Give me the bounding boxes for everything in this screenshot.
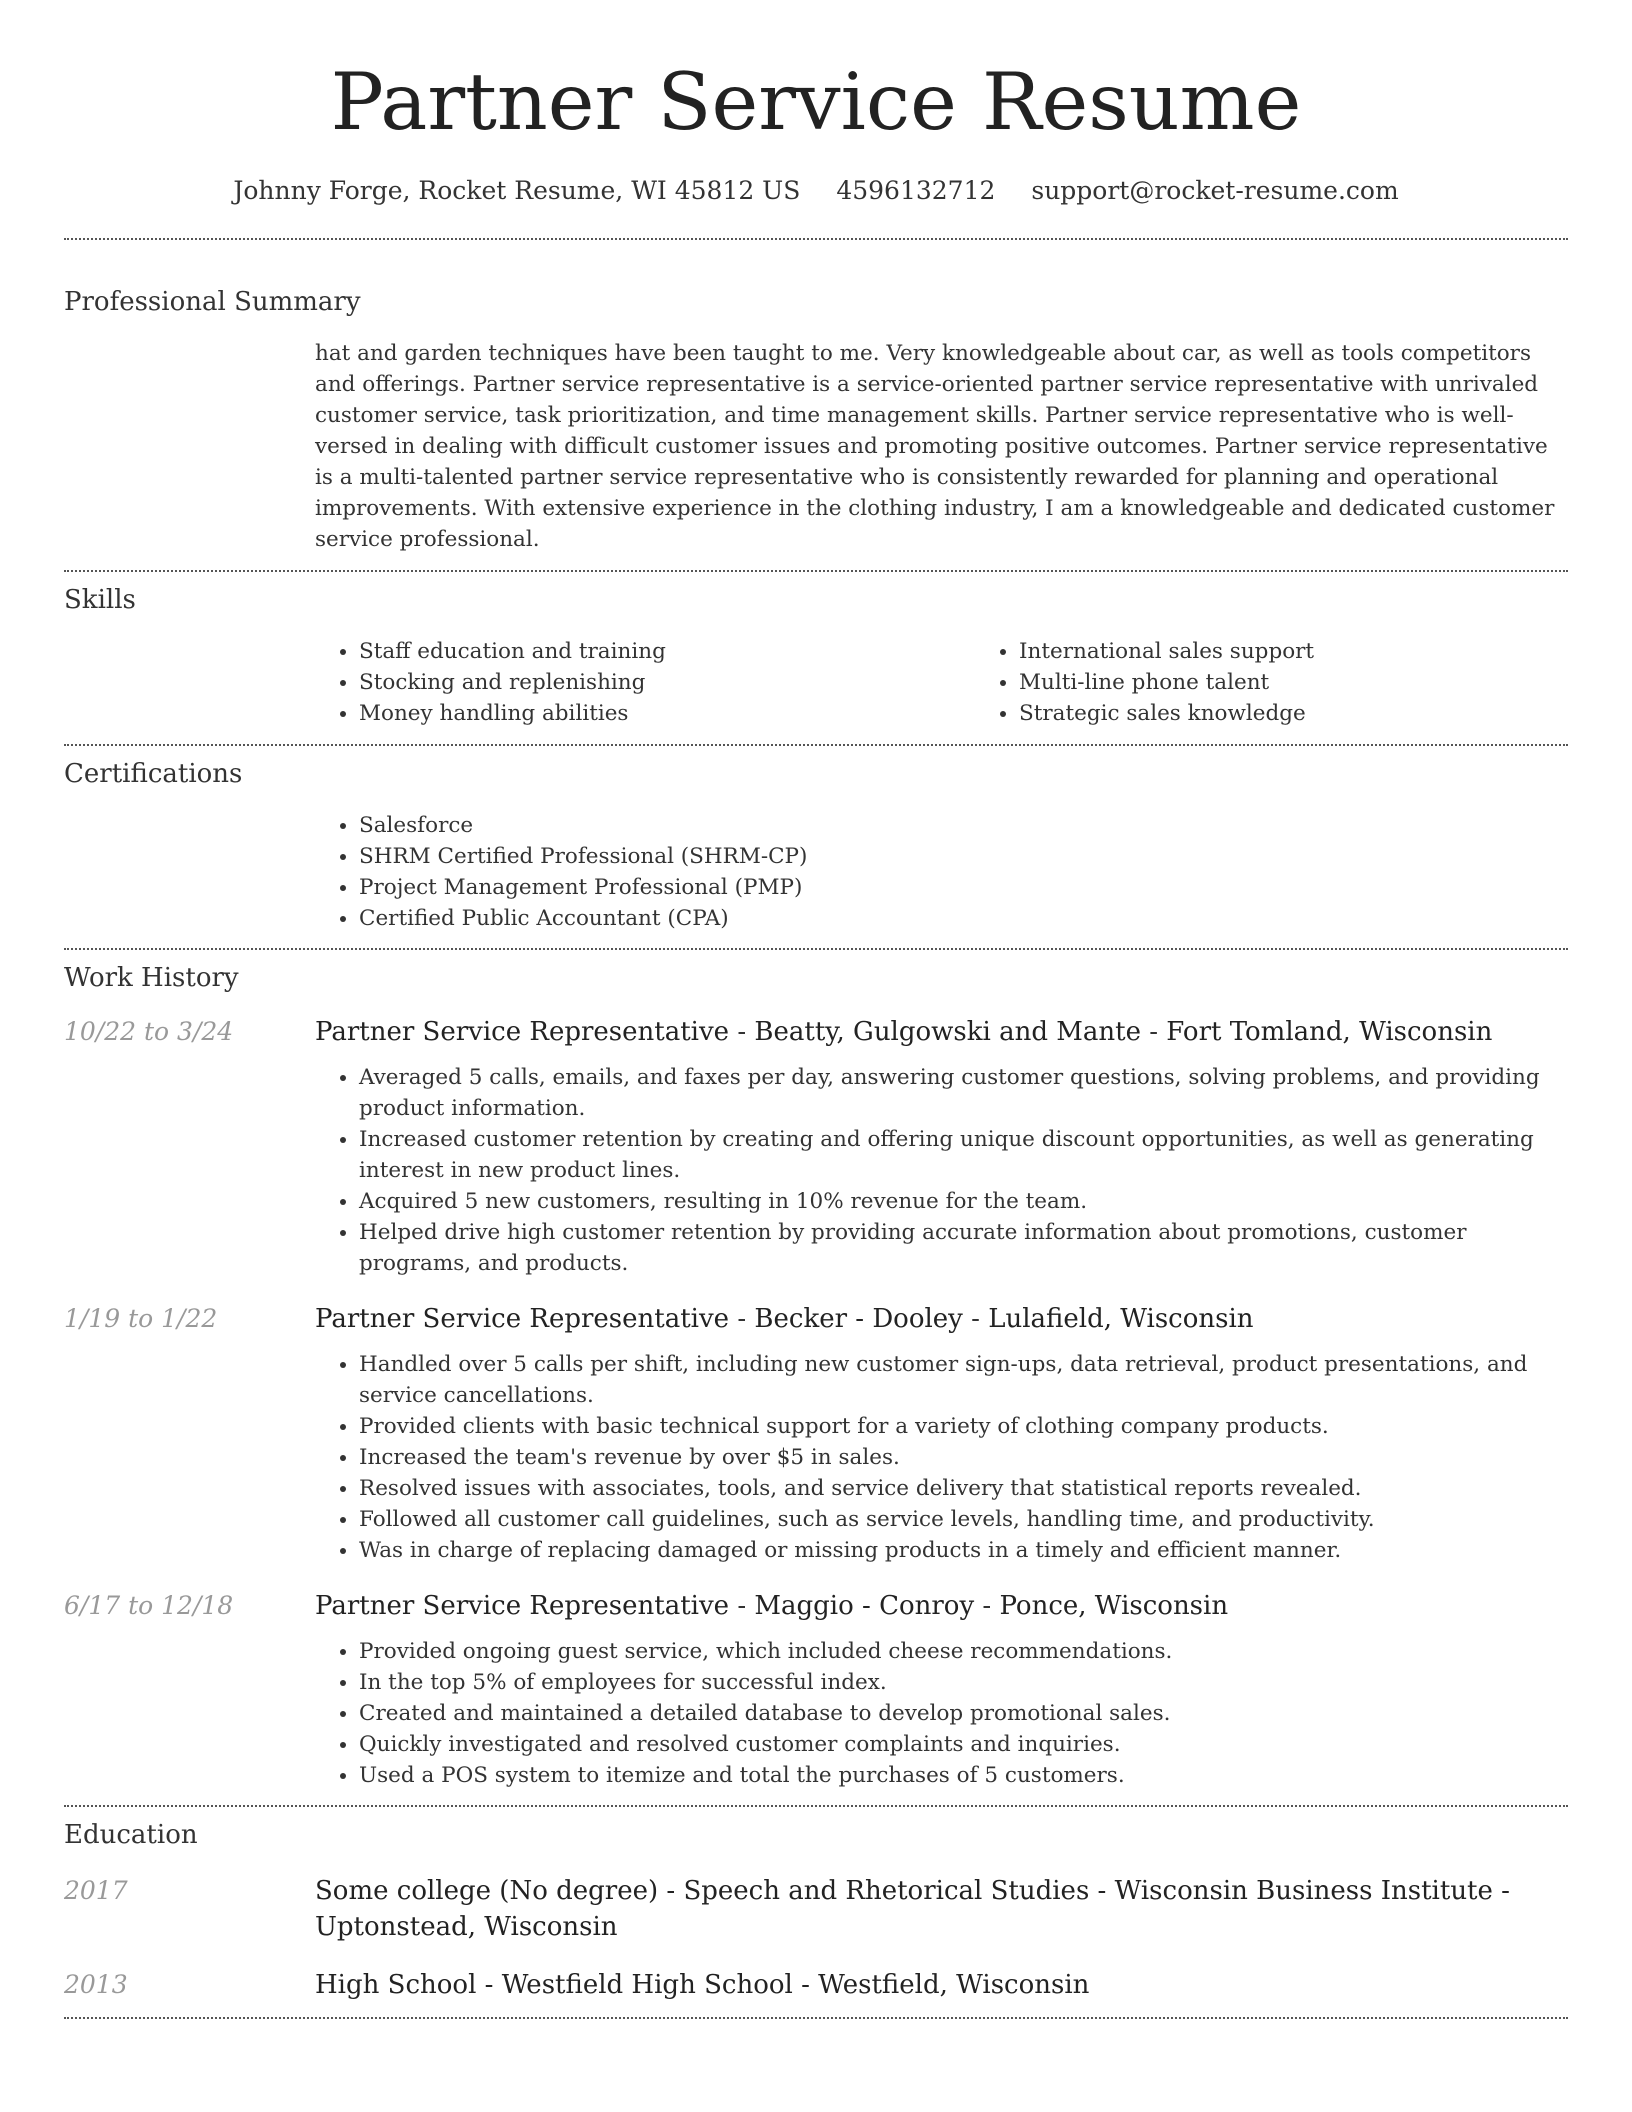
- job-bullet: • Used a POS system to itemize and total the purchases of 5 customers.: [359, 1760, 1172, 1791]
- work-history-section: [64, 960, 1568, 1805]
- education-details: High School - Westfield High School - Westfield, Wisconsin: [315, 1970, 1090, 2000]
- job-bullets: [315, 1062, 1568, 1279]
- job-bullet: • Acquired 5 new customers, resulting in 10% revenue for the team.: [359, 1186, 1568, 1217]
- certifications-list: [315, 810, 807, 934]
- job-bullet: • Resolved issues with associates, tools, and service delivery that statistical reports revealed.: [359, 1473, 1568, 1504]
- summary-section: [64, 284, 1568, 570]
- job-company: Becker - Dooley: [754, 1304, 963, 1334]
- skill-item: • Strategic sales knowledge: [1019, 698, 1632, 729]
- divider: [64, 2017, 1568, 2019]
- job-bullet: • Increased customer retention by creating and offering unique discount opportunities, as well as generating interest in new product lines.: [359, 1124, 1568, 1186]
- job-dates: 6/17 to 12/18: [64, 1591, 234, 1620]
- job-bullet: • Was in charge of replacing damaged or missing products in a timely and efficient manner.: [359, 1535, 1568, 1566]
- education-section: [64, 1817, 1568, 2017]
- job-title: Partner Service Representative: [315, 1591, 730, 1621]
- job-bullet: • Helped drive high customer retention by providing accurate information about promotions, customer programs, and products.: [359, 1217, 1568, 1279]
- job-heading: Partner Service Representative - Maggio - Conroy - Ponce, Wisconsin: [315, 1591, 1229, 1621]
- education-entry: [64, 1873, 1568, 1945]
- job-location: Ponce, Wisconsin: [999, 1591, 1229, 1621]
- divider: [64, 744, 1568, 746]
- job-entry: [64, 1014, 1568, 1279]
- job-company: Maggio - Conroy: [754, 1591, 975, 1621]
- job-title: Partner Service Representative: [315, 1017, 730, 1047]
- skills-section: [64, 582, 1568, 744]
- job-bullet: • Averaged 5 calls, emails, and faxes per day, answering customer questions, solving problems, and providing product information.: [359, 1062, 1568, 1124]
- skill-item: • Staff education and training: [359, 636, 975, 667]
- skill-item: • Multi-line phone talent: [1019, 667, 1632, 698]
- job-bullets: [315, 1636, 1172, 1791]
- education-year: 2013: [64, 1970, 128, 1999]
- certification-item: • SHRM Certified Professional (SHRM-CP): [359, 841, 807, 872]
- job-bullet: • Created and maintained a detailed database to develop promotional sales.: [359, 1698, 1172, 1729]
- certification-item: • Project Management Professional (PMP): [359, 872, 807, 903]
- job-bullet: • In the top 5% of employees for successful index.: [359, 1667, 1172, 1698]
- contact-phone: 4596132712: [836, 176, 996, 205]
- skills-column-right: [975, 636, 1632, 729]
- job-location: Lulafield, Wisconsin: [988, 1304, 1254, 1334]
- job-bullet: • Quickly investigated and resolved customer complaints and inquiries.: [359, 1729, 1172, 1760]
- job-entry: [64, 1588, 1568, 1805]
- skill-item: • Money handling abilities: [359, 698, 975, 729]
- job-bullets: [315, 1349, 1568, 1566]
- job-bullet: • Provided clients with basic technical support for a variety of clothing company products.: [359, 1411, 1568, 1442]
- job-bullet: • Increased the team's revenue by over $5 in sales.: [359, 1442, 1568, 1473]
- resume-title: Partner Service Resume: [330, 56, 1302, 148]
- skill-item: • International sales support: [1019, 636, 1632, 667]
- contact-line: [64, 174, 1568, 208]
- divider: [64, 238, 1568, 240]
- skills-column-left: [315, 636, 975, 729]
- skill-item: • Stocking and replenishing: [359, 667, 975, 698]
- education-year: 2017: [64, 1876, 128, 1905]
- summary-text: hat and garden techniques have been taught to me. Very knowledgeable about car, as well as tools competitors and offerings. Partner service representative is a service-oriented partner service representative with unrivaled customer service, task prioritization, and time management skills. Partner service representative who is well-versed in dealing with difficult customer issues and promoting positive outcomes. Partner service representative is a multi-talented partner service representative who is consistently rewarded for planning and operational improvements. With extensive experience in the clothing industry, I am a knowledgeable and dedicated customer service professional.: [315, 341, 1555, 552]
- section-heading: Education: [64, 1820, 198, 1850]
- job-dates: 10/22 to 3/24: [64, 1017, 234, 1046]
- contact-email: support@rocket-resume.com: [1031, 176, 1399, 205]
- divider: [64, 570, 1568, 572]
- education-details: Some college (No degree) - Speech and Rhetorical Studies - Wisconsin Business Institute - Uptonstead, Wisconsin: [315, 1876, 1510, 1942]
- certification-item: • Salesforce: [359, 810, 807, 841]
- job-bullet: • Followed all customer call guidelines, such as service levels, handling time, and productivity.: [359, 1504, 1568, 1535]
- job-bullet: • Provided ongoing guest service, which included cheese recommendations.: [359, 1636, 1172, 1667]
- divider: [64, 1805, 1568, 1807]
- certifications-section: [64, 756, 1568, 948]
- job-bullet: • Handled over 5 calls per shift, including new customer sign-ups, data retrieval, product presentations, and service cancellations.: [359, 1349, 1568, 1411]
- job-location: Fort Tomland, Wisconsin: [1166, 1017, 1493, 1047]
- job-title: Partner Service Representative: [315, 1304, 730, 1334]
- contact-address: Johnny Forge, Rocket Resume, WI 45812 US: [233, 176, 801, 205]
- skills-list: [315, 636, 1632, 729]
- section-heading: Skills: [64, 585, 136, 615]
- job-entry: [64, 1301, 1568, 1566]
- section-heading: Certifications: [64, 759, 243, 789]
- job-heading: Partner Service Representative - Beatty, Gulgowski and Mante - Fort Tomland, Wisconsin: [315, 1017, 1493, 1047]
- job-heading: Partner Service Representative - Becker - Dooley - Lulafield, Wisconsin: [315, 1304, 1254, 1334]
- section-heading: Work History: [64, 963, 239, 993]
- education-entry: [64, 1967, 1568, 2017]
- job-dates: 1/19 to 1/22: [64, 1304, 218, 1333]
- divider: [64, 948, 1568, 950]
- certification-item: • Certified Public Accountant (CPA): [359, 903, 807, 934]
- section-heading: Professional Summary: [64, 287, 361, 317]
- job-company: Beatty, Gulgowski and Mante: [754, 1017, 1141, 1047]
